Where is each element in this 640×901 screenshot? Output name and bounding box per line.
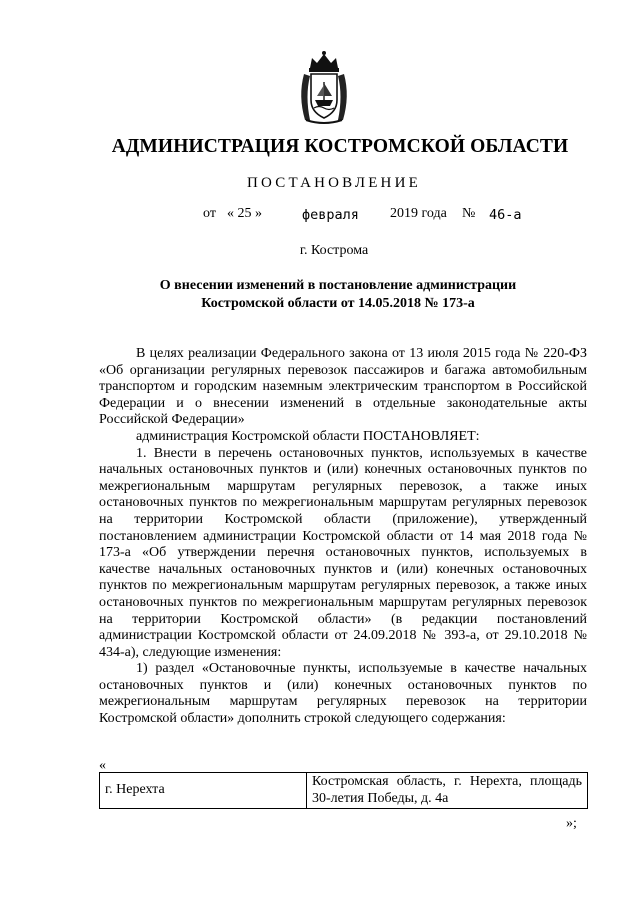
paragraph-resolves: администрация Костромской области ПОСТАНОВЛЯЕТ:	[136, 428, 480, 444]
paragraph-subitem-1: 1) раздел «Остановочные пункты, используемые в качестве начальных остановочных пунктов и (или) конечных остановочных пунктов по межрегиональным маршрутам регулярных перевозок на территории Костромской области» дополнить строкой следующего содержания:	[99, 661, 587, 727]
table-row	[100, 773, 588, 809]
date-year: 2019 года	[390, 206, 447, 221]
date-prefix: от	[203, 206, 216, 221]
date-line	[0, 206, 640, 226]
heading-line-2: Костромской области от 14.05.2018 № 173-а	[201, 296, 475, 311]
agency-title: АДМИНИСТРАЦИЯ КОСТРОМСКОЙ ОБЛАСТИ	[111, 136, 569, 157]
coat-of-arms-emblem	[296, 50, 352, 126]
document-heading	[0, 277, 640, 313]
document-type: ПОСТАНОВЛЕНИЕ	[247, 175, 421, 191]
paragraph-item-1: 1. Внести в перечень остановочных пунктов, используемых в качестве начальных остановочных пунктов и (или) конечных остановочных пунктов по межрегиональным маршрутам регулярных перевозок, а также иных остановочных пунктов по межрегиональным маршрутам регулярных перевозок на территории Костромской области (приложение), утвержденный постановлением администрации Костромской области от 14 мая 2018 года № 173-а «Об утверждении перечня остановочных пунктов, используемых в качестве начальных остановочных пунктов и (или) конечных остановочных пунктов по межрегиональным маршрутам регулярных перевозок, а также иных остановочных пунктов по межрегиональным маршрутам регулярных перевозок на территории Костромской области» (в редакции постановлений администрации Костромской области от 24.09.2018 № 393-а, от 29.10.2018 № 434-а), следующие изменения:	[99, 445, 587, 660]
closing-quote: »;	[566, 816, 577, 831]
table-cell-city: г. Нерехта	[100, 773, 307, 809]
document-body	[99, 346, 587, 728]
number-sign: №	[462, 206, 476, 221]
table-cell-address: Костромская область, г. Нерехта, площадь 30-летия Победы, д. 4а	[307, 773, 588, 809]
heading-line-1: О внесении изменений в постановление администрации	[159, 278, 517, 293]
date-month: февраля	[302, 207, 359, 223]
city: г. Кострома	[299, 243, 369, 258]
paragraph-preamble: В целях реализации Федерального закона от 13 июля 2015 года № 220-ФЗ «Об организации регулярных перевозок пассажиров и багажа автомобильным транспортом и городским наземным электрическим транспортом в Российской Федерации и о внесении изменений в отдельные законодательные акты Российской Федерации»	[99, 346, 587, 428]
date-day: « 25 »	[227, 206, 262, 221]
opening-quote: «	[99, 758, 106, 773]
insert-table	[99, 772, 588, 809]
document-number: 46-а	[489, 207, 522, 223]
